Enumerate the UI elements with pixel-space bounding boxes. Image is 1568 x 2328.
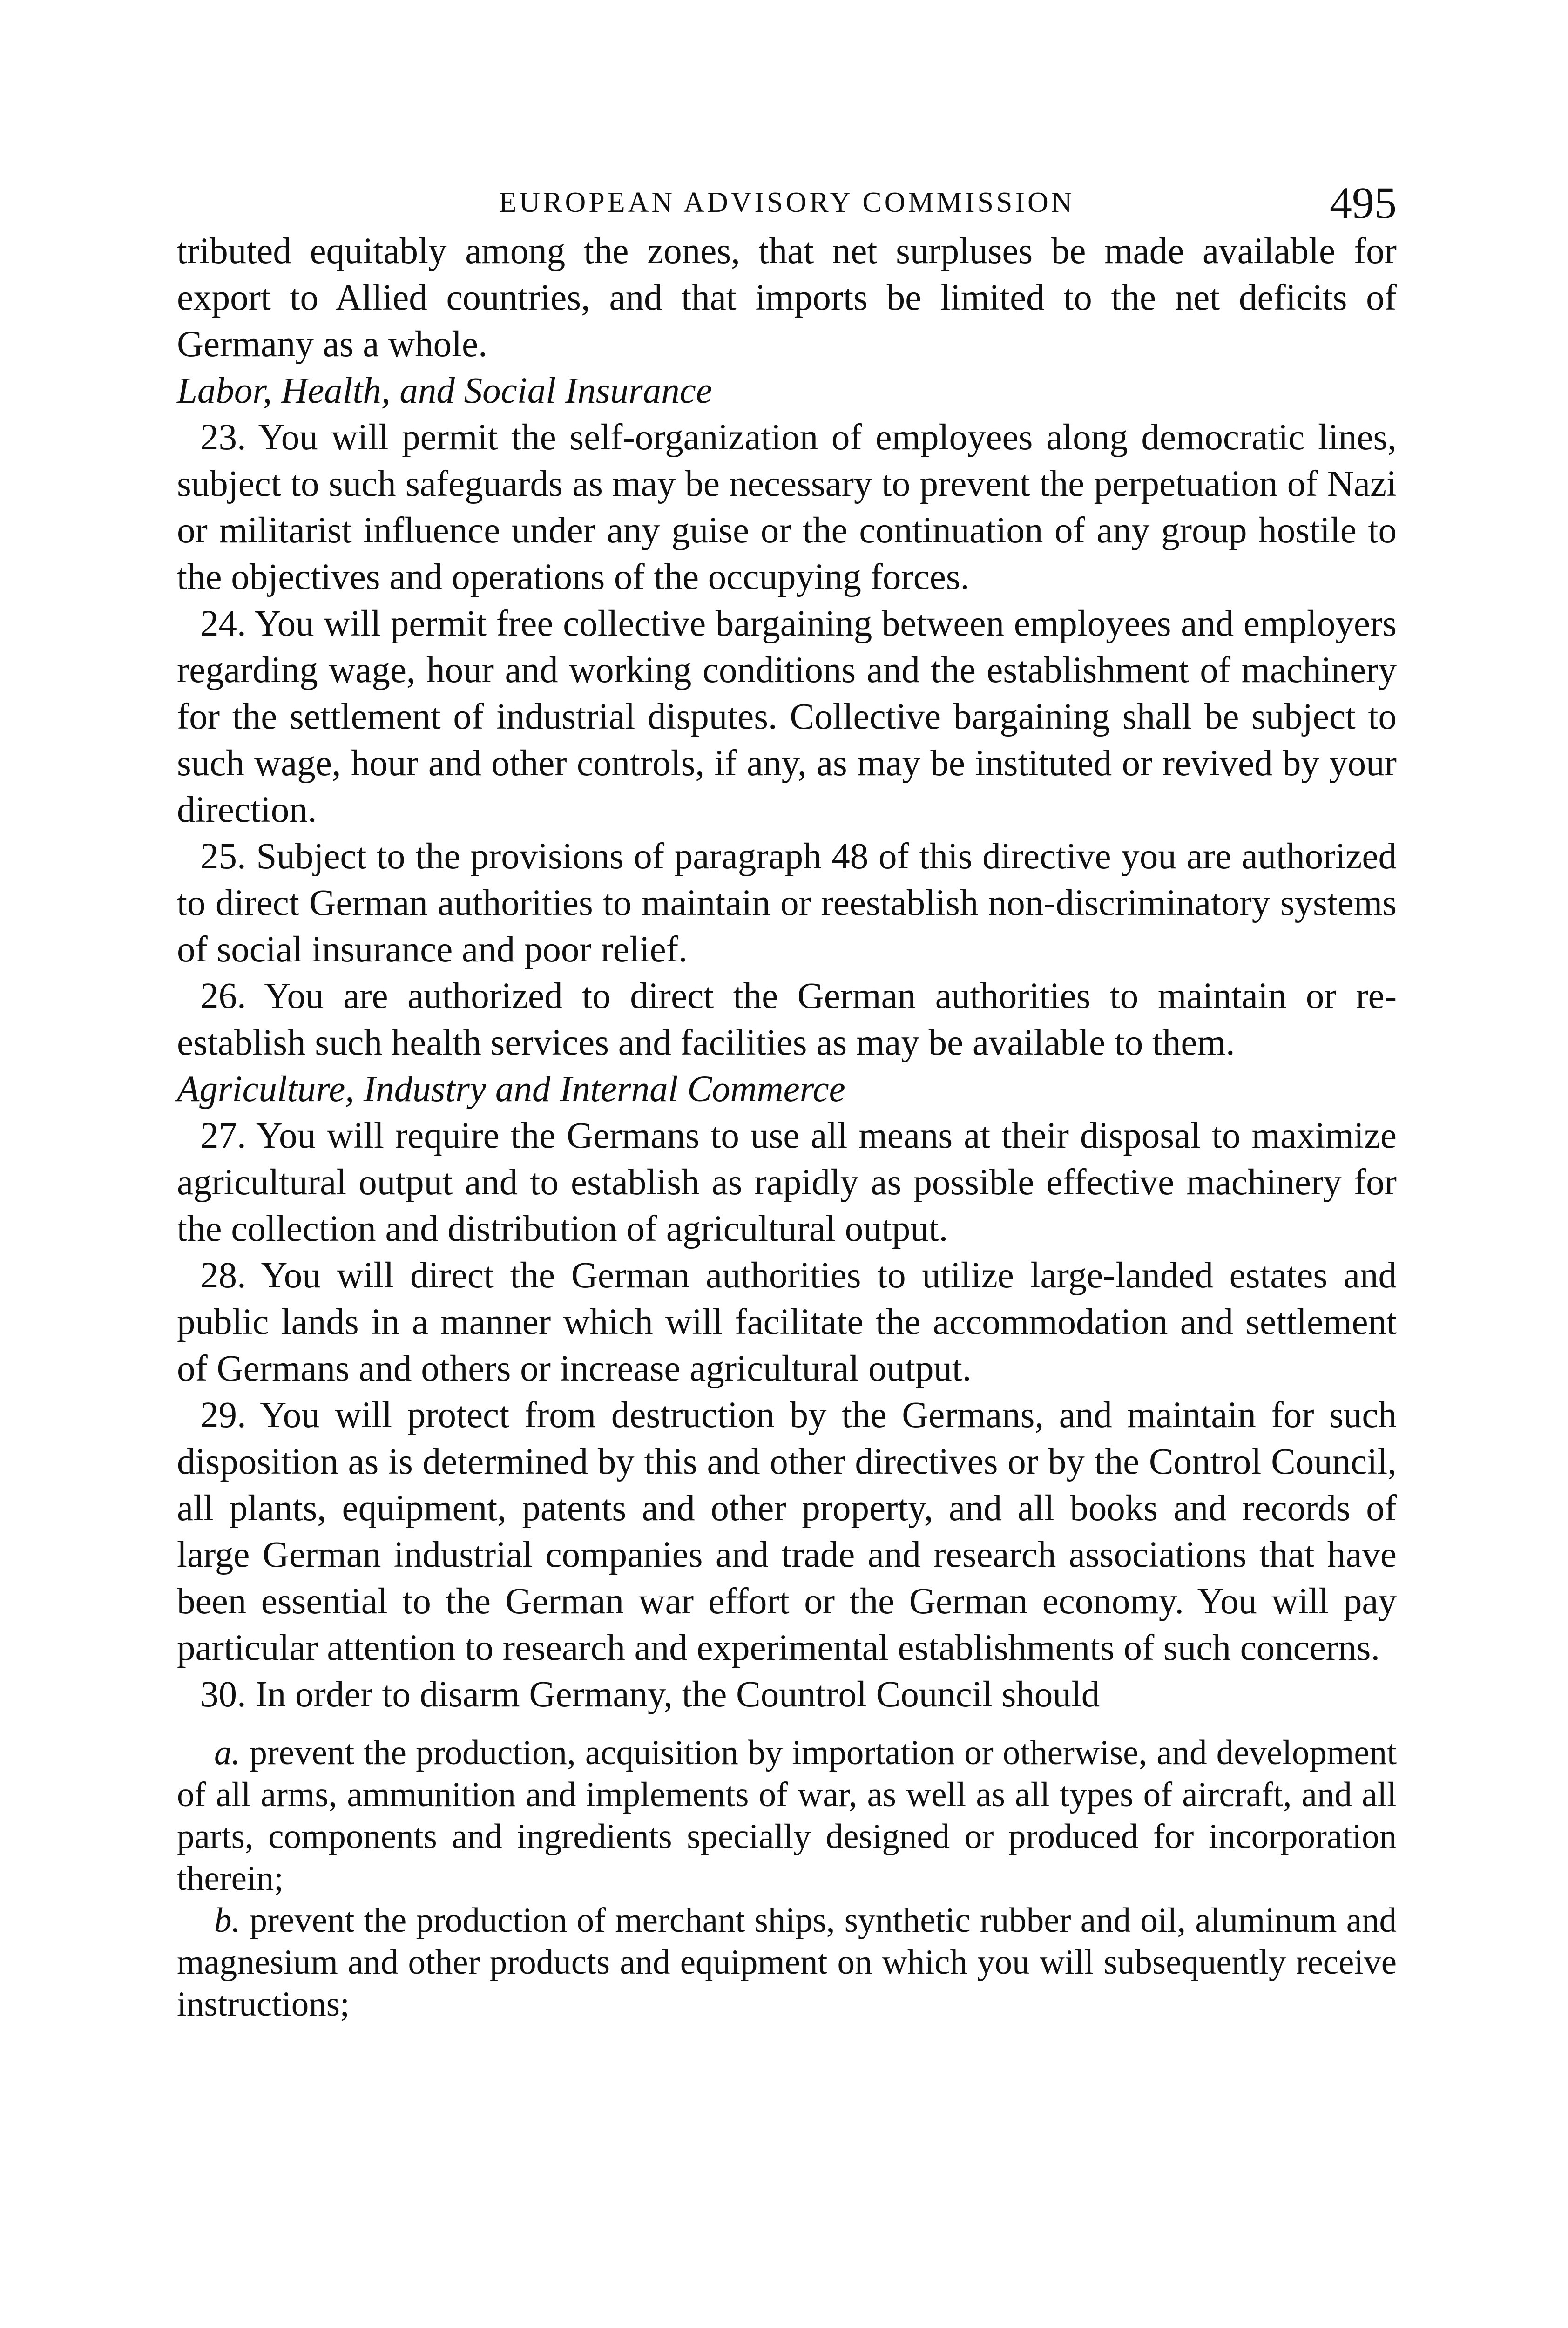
paragraph-29: 29. You will protect from destruction by the Germans, and maintain for such disposition as is determined by this and other directives or by the Control Council, all plants, equipment, patents and other property, and all books and records of large German industrial companies and trade and research associations that have been essential to the German war effort or the German economy. You will pay particular attention to research and experimental establishments of such concerns. xyxy=(177,1395,1397,1668)
paragraph-28: 28. You will direct the German authorities to utilize large-landed estates and public lands in a manner which will facilitate the accommodation and settlement of Germans and others or increase agricultural output. xyxy=(177,1255,1397,1389)
document-page xyxy=(177,177,1397,2328)
list-text-a: prevent the production, acquisition by importation or otherwise, and development of all arms, ammunition and implements of war, as well as all types of aircraft, and all parts, components and ingredients specially designed or produced for incorporation therein; xyxy=(177,1733,1397,1898)
opening-paragraph: tributed equitably among the zones, that net surpluses be made available for export to Allied countries, and that imports be limited to the net deficits of Germany as a whole. xyxy=(177,231,1397,365)
section-heading-agriculture: Agriculture, Industry and Internal Commerce xyxy=(177,1069,845,1110)
paragraph-23: 23. You will permit the self-organization of employees along democratic lines, subject to such safeguards as may be necessary to prevent the perpetuation of Nazi or militarist influence under any guise or the continuation of any group hostile to the objectives and operations of the occupying forces. xyxy=(177,417,1397,597)
list-marker-b: b. xyxy=(214,1901,241,1940)
paragraph-30: 30. In order to disarm Germany, the Countrol Council should xyxy=(200,1674,1100,1715)
list-item-b xyxy=(177,1900,1397,2025)
body-text xyxy=(177,228,1397,2025)
paragraph-24: 24. You will permit free collective bargaining between employees and employers regarding wage, hour and working conditions and the establishment of machinery for the settlement of industrial disputes. Collective bargaining shall be subject to such wage, hour and other controls, if any, as may be instituted or revived by your direction. xyxy=(177,603,1397,830)
paragraph-25: 25. Subject to the provisions of paragraph 48 of this directive you are authorized to direct German authorities to maintain or reestablish non-discriminatory systems of social insurance and poor relief. xyxy=(177,836,1397,970)
page-number: 495 xyxy=(1330,178,1397,228)
running-head xyxy=(177,177,1397,228)
list-text-b: prevent the production of merchant ships, synthetic rubber and oil, aluminum and magnesium and other products and equipment on which you will subsequently receive instructions; xyxy=(177,1901,1397,2023)
running-title: EUROPEAN ADVISORY COMMISSION xyxy=(499,187,1075,218)
list-marker-a: a. xyxy=(214,1733,241,1772)
paragraph-26: 26. You are authorized to direct the German authorities to maintain or re-establish such health services and facilities as may be available to them. xyxy=(177,976,1397,1063)
disarmament-list xyxy=(177,1732,1397,2025)
paragraph-27: 27. You will require the Germans to use all means at their disposal to maximize agricultural output and to establish as rapidly as possible effective machinery for the collection and distribution of agricultural output. xyxy=(177,1116,1397,1249)
section-heading-labor: Labor, Health, and Social Insurance xyxy=(177,371,712,411)
list-item-a xyxy=(177,1732,1397,1900)
